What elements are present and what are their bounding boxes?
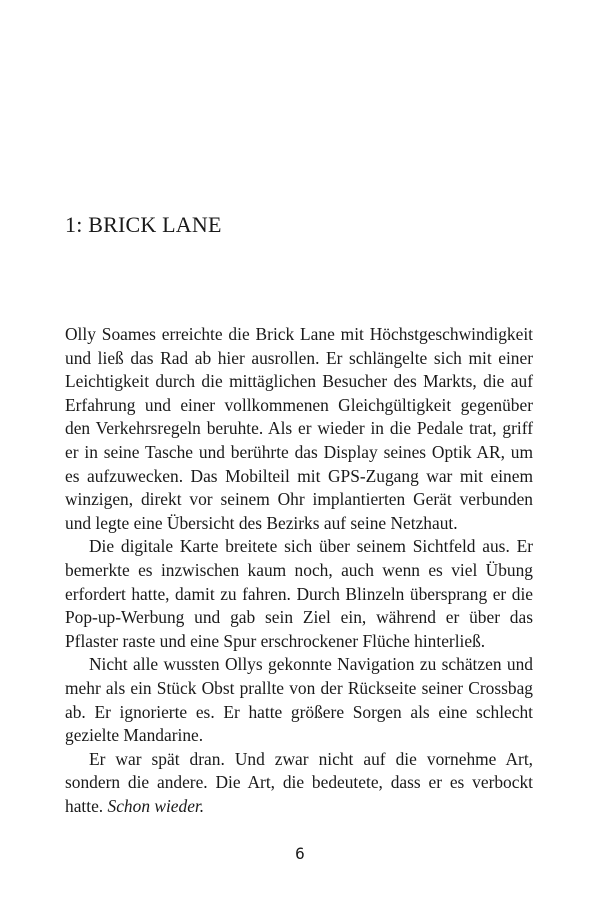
paragraph-3: Nicht alle wussten Ollys gekonnte Navigation zu schätzen und mehr als ein Stück Obst prallte von der Rückseite seiner Crossbag ab. Er ignorierte es. Er hatte größere Sorgen als eine schlecht gezielte Mandarine. <box>65 654 533 746</box>
paragraph-4-text: Er war spät dran. Und zwar nicht auf die vornehme Art, sondern die andere. Die Art, die bedeutete, dass er es verbockt hatte. <box>65 748 533 816</box>
paragraph-4-italic: Schon wieder. <box>107 795 205 816</box>
page-number: 6 <box>295 844 305 863</box>
paragraph-2: Die digitale Karte breitete sich über seinem Sichtfeld aus. Er bemerkte es inzwischen kaum noch, auch wenn es viel Übung erfordert hatte, damit zu fahren. Durch Blinzeln übersprang er die Pop-up-Werbung und gab sein Ziel ein, während er über das Pflaster raste und eine Spur erschrockener Flüche hinterließ. <box>65 536 533 651</box>
chapter-title: 1: BRICK LANE <box>65 212 222 237</box>
paragraph-4 <box>65 748 533 819</box>
paragraph-1: Olly Soames erreichte die Brick Lane mit Höchstgeschwindigkeit und ließ das Rad ab hier ausrollen. Er schlängelte sich mit einer Leichtigkeit durch die mittäglichen Besucher des Markts, die auf Erfahrung und einer vollkommenen Gleichgültigkeit gegenüber den Verkehrsregeln beruhte. Als er wieder in die Pedale trat, griff er in seine Tasche und berührte das Display seines Optik AR, um es aufzuwecken. Das Mobilteil mit GPS-Zugang war mit einem winzigen, direkt vor seinem Ohr implantierten Gerät verbunden und legte eine Übersicht des Bezirks auf seine Netzhaut. <box>65 324 533 533</box>
chapter-body <box>65 323 533 818</box>
